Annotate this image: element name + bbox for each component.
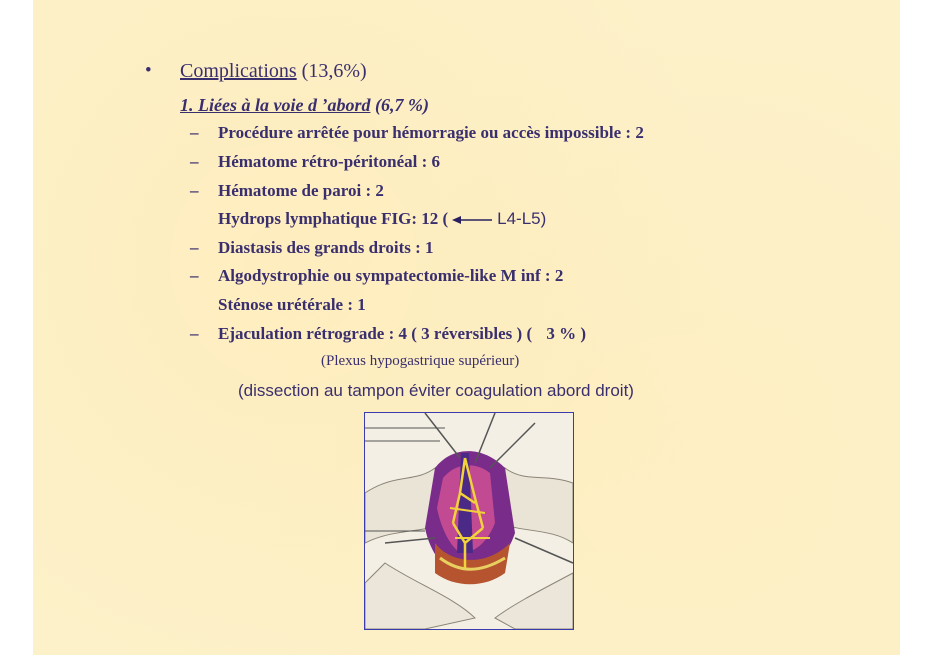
- title-main: Complications: [180, 60, 297, 82]
- item-dash: –: [190, 238, 199, 257]
- surgical-illustration: [364, 412, 574, 630]
- section-heading-main: 1. Liées à la voie d ’abord: [180, 95, 371, 115]
- ejaculation-percentage: 3 % ): [546, 324, 587, 343]
- hydrops-text: Hydrops lymphatique FIG: 12 (: [218, 209, 449, 228]
- item-dash: –: [190, 123, 199, 142]
- item-dash: –: [190, 152, 199, 171]
- hydrops-level: L4-L5): [492, 209, 547, 228]
- item-dash: –: [190, 324, 199, 343]
- bullet-marker: •: [145, 60, 152, 81]
- section-heading: [180, 95, 429, 116]
- ejaculation-text: Ejaculation rétrograde : 4 ( 3 réversibles ) (: [218, 324, 533, 343]
- list-item: Sténose urétérale : 1: [218, 295, 366, 314]
- slide-title: [180, 60, 367, 83]
- item-dash: –: [190, 181, 199, 200]
- list-item: Algodystrophie ou sympatectomie-like M inf : 2: [218, 266, 564, 285]
- list-item: Hématome rétro-péritonéal : 6: [218, 152, 441, 171]
- list-item: Diastasis des grands droits : 1: [218, 238, 434, 257]
- section-heading-percentage: (6,7 %): [370, 95, 429, 115]
- left-arrow-icon: [452, 214, 492, 226]
- list-item: Hématome de paroi : 2: [218, 181, 384, 200]
- item-dash: –: [190, 266, 199, 285]
- list-item: Procédure arrêtée pour hémorragie ou accès impossible : 2: [218, 123, 644, 142]
- plexus-note: (Plexus hypogastrique supérieur): [321, 353, 520, 369]
- dissection-note: (dissection au tampon éviter coagulation abord droit): [238, 381, 634, 400]
- title-percentage: (13,6%): [296, 60, 367, 82]
- surgical-drawing: [365, 413, 573, 629]
- list-item-hydrops: [218, 209, 546, 229]
- list-item-ejaculation: [218, 324, 586, 344]
